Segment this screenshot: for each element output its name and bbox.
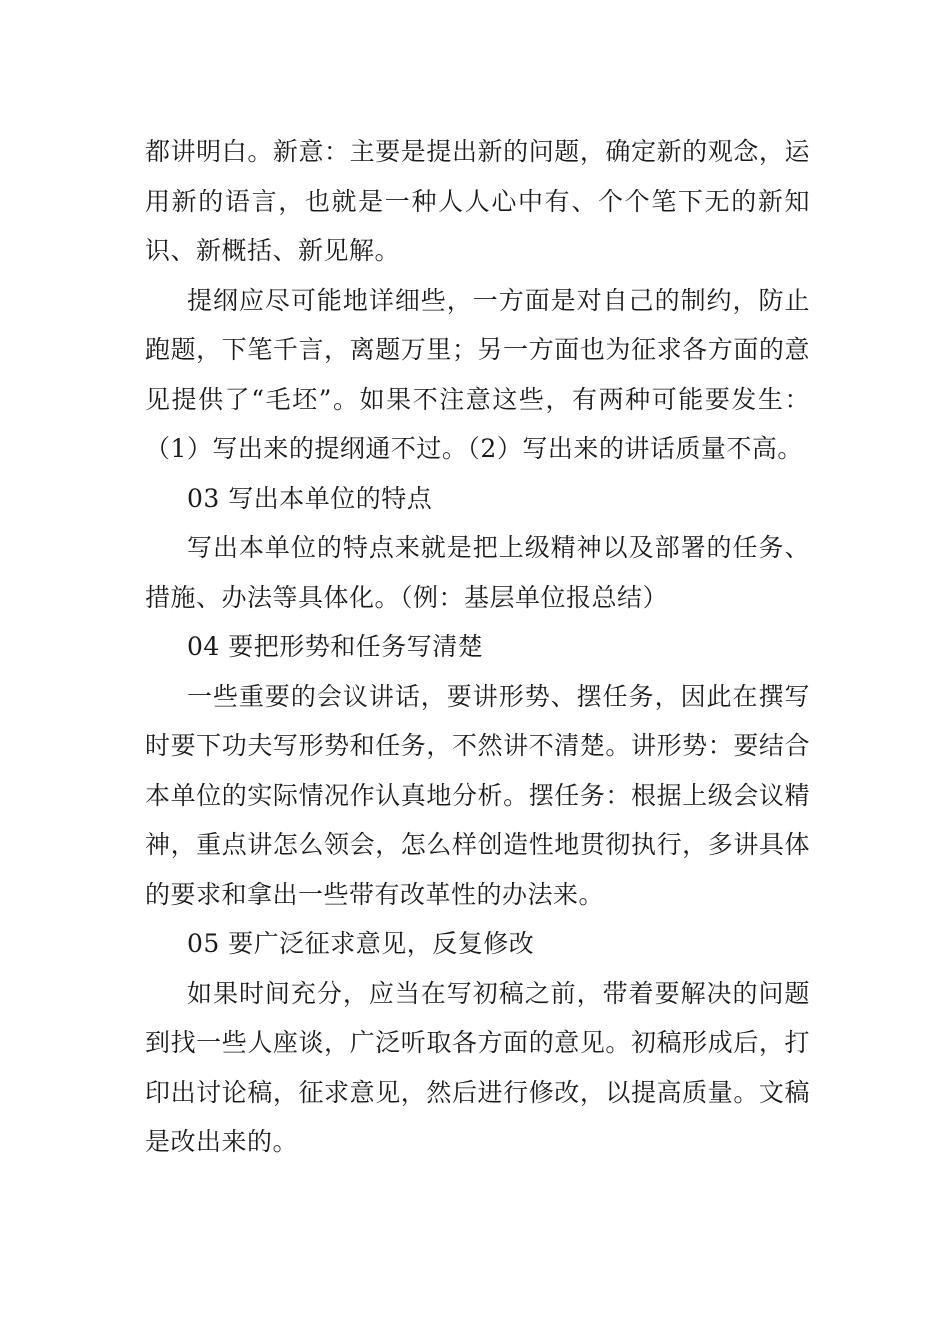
section-heading-03: 03 写出本单位的特点 bbox=[187, 483, 433, 513]
document-page bbox=[145, 127, 810, 1167]
paragraph-outline-detail: 提纲应尽可能地详细些，一方面是对自己的制约，防止跑题，下笔千言，离题万里；另一方面也为征求各方面的意见提供了“毛坯”。如果不注意这些，有两种可能要发生：（1）写出来的提纲通不过。（2）写出来的讲话质量不高。 bbox=[145, 285, 810, 463]
paragraph-unit-features: 写出本单位的特点来就是把上级精神以及部署的任务、措施、办法等具体化。（例：基层单位报总结） bbox=[145, 533, 810, 612]
paragraph-revision: 如果时间充分，应当在写初稿之前，带着要解决的问题到找一些人座谈，广泛听取各方面的意见。初稿形成后，打印出讨论稿，征求意见，然后进行修改，以提高质量。文稿是改出来的。 bbox=[145, 978, 810, 1156]
paragraph-situation-tasks: 一些重要的会议讲话，要讲形势、摆任务，因此在撰写时要下功夫写形势和任务，不然讲不清楚。讲形势：要结合本单位的实际情况作认真地分析。摆任务：根据上级会议精神，重点讲怎么领会，怎么样创造性地贯彻执行，多讲具体的要求和拿出一些带有改革性的办法来。 bbox=[145, 681, 810, 909]
section-heading-04: 04 要把形势和任务写清楚 bbox=[187, 632, 484, 661]
paragraph-continuation: 都讲明白。新意：主要是提出新的问题，确定新的观念，运用新的语言，也就是一种人人心中有、个个笔下无的新知识、新概括、新见解。 bbox=[145, 137, 810, 265]
section-heading-05: 05 要广泛征求意见，反复修改 bbox=[187, 929, 535, 958]
